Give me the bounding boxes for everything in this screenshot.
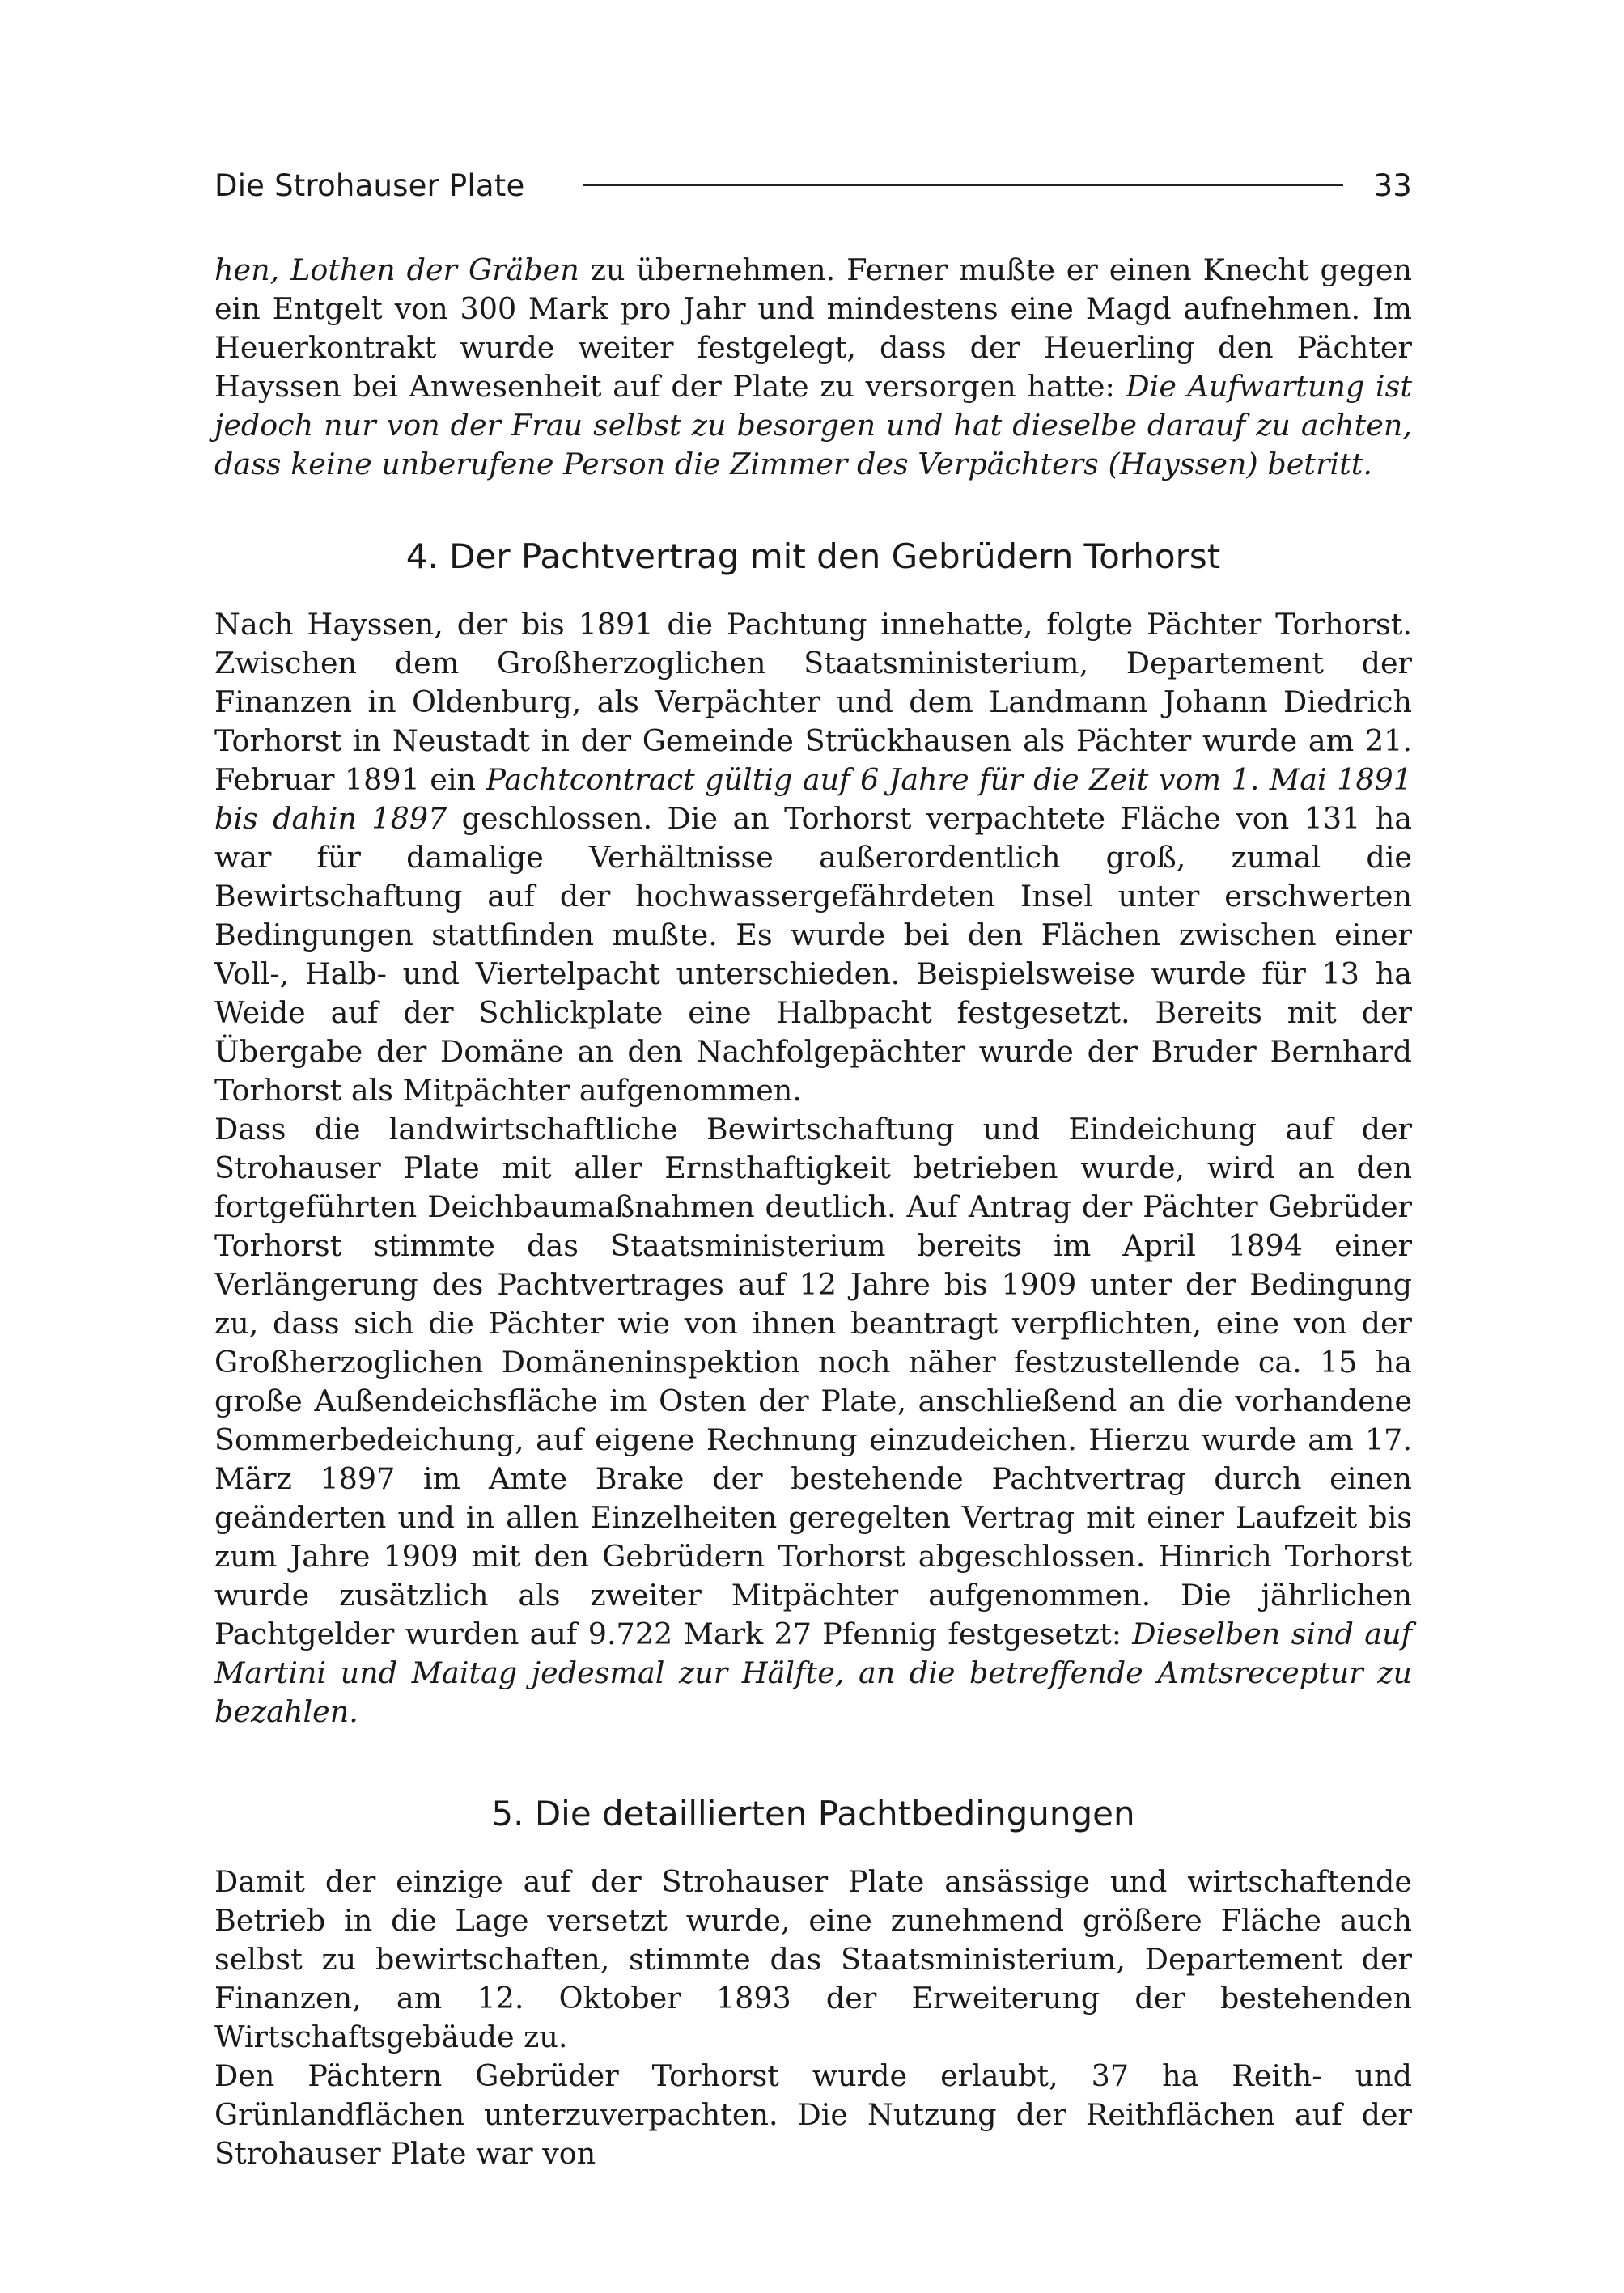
text-segment: Nach Hayssen, der bis 1891 die Pachtung innehatte, folgte Pächter Torhorst. Zwischen dem Großherzoglichen Staatsministerium, Departement der Finanzen in Oldenburg, als Verpächter und dem Landmann Johann Diedrich Torhorst in Neustadt in der Gemeinde Strückhausen als Pächter wurde am 21. Februar 1891 ein	[214, 607, 1412, 797]
paragraph: Damit der einzige auf der Strohauser Plate ansässige und wirtschaftende Betrieb in die Lage versetzt wurde, eine zunehmend größere Fläche auch selbst zu bewirtschaften, stimmte das Staatsministerium, Departement der Finanzen, am 12. Oktober 1893 der Erweiterung der bestehenden Wirtschaftsgebäude zu.	[214, 1864, 1412, 2054]
italic-quote: Dieselben sind auf Martini und Maitag jedesmal zur Hälfte, an die betreffende Amtsreceptur zu bezahlen.	[214, 1617, 1412, 1729]
italic-quote: Pachtcontract gültig auf 6 Jahre für die Zeit vom 1. Mai 1891 bis dahin 1897	[214, 762, 1412, 836]
paragraph	[214, 1110, 1412, 1731]
text-segment: zu übernehmen. Ferner mußte er einen Knecht gegen ein Entgelt von 300 Mark pro Jahr und mindestens eine Magd aufnehmen. Im Heuerkontrakt wurde weiter festgelegt, dass der Heuerling den Pächter Hayssen bei Anwesenheit auf der Plate zu versorgen hatte:	[214, 252, 1412, 404]
header-rule	[583, 184, 1342, 186]
section-heading-4: 4. Der Pachtvertrag mit den Gebrüdern Torhorst	[405, 536, 1221, 576]
text-segment: geschlossen. Die an Torhorst verpachtete Fläche von 131 ha war für damalige Verhältnisse außerordentlich groß, zumal die Bewirtschaftung auf der hochwassergefährdeten Insel unter erschwerten Bedingungen stattfinden mußte. Es wurde bei den Flächen zwischen einer Voll-, Halb- und Viertelpacht unterschieden. Beispielsweise wurde für 13 ha Weide auf der Schlickplate eine Halbpacht festgesetzt. Bereits mit der Übergabe der Domäne an den Nachfolgepächter wurde der Bruder Bernhard Torhorst als Mitpächter aufgenommen.	[214, 801, 1412, 1108]
continued-paragraph	[214, 251, 1412, 484]
page-body	[214, 251, 1412, 2173]
running-title: Die Strohauser Plate	[214, 167, 525, 203]
italic-quote: hen, Lothen der Gräben	[214, 252, 579, 287]
book-page	[214, 154, 1412, 2173]
italic-quote: Die Aufwartung ist jedoch nur von der Frau selbst zu besorgen und hat dieselbe darauf zu achten, dass keine unberufene Person die Zimmer des Verpächters (Hayssen) betritt.	[214, 369, 1412, 481]
page-number: 33	[1373, 167, 1412, 203]
running-header	[214, 154, 1412, 217]
section-heading-5: 5. Die detaillierten Pachtbedingungen	[491, 1794, 1135, 1833]
text-segment: Dass die landwirtschaftliche Bewirtschaftung und Eindeichung auf der Strohauser Plate mit aller Ernsthaftigkeit betrieben wurde, wird an den fortgeführten Deichbaumaßnahmen deutlich. Auf Antrag der Pächter Gebrüder Torhorst stimmte das Staatsministerium bereits im April 1894 einer Verlängerung des Pachtvertrages auf 12 Jahre bis 1909 unter der Bedingung zu, dass sich die Pächter wie von ihnen beantragt verpflichten, eine von der Großherzoglichen Domäneninspektion noch näher festzustellende ca. 15 ha große Außendeichsfläche im Osten der Plate, anschließend an die vorhandene Sommerbedeichung, auf eigene Rechnung einzudeichen. Hierzu wurde am 17. März 1897 im Amte Brake der bestehende Pachtvertrag durch einen geänderten und in allen Einzelheiten geregelten Vertrag mit einer Laufzeit bis zum Jahre 1909 mit den Gebrüdern Torhorst abgeschlossen. Hinrich Torhorst wurde zusätzlich als zweiter Mitpächter aufgenommen. Die jährlichen Pachtgelder wurden auf 9.722 Mark 27 Pfennig festgesetzt:	[214, 1112, 1412, 1651]
paragraph	[214, 605, 1412, 1110]
paragraph: Den Pächtern Gebrüder Torhorst wurde erlaubt, 37 ha Reith- und Grünlandflächen unterzuverpachten. Die Nutzung der Reithflächen auf der Strohauser Plate war von	[214, 2058, 1412, 2171]
